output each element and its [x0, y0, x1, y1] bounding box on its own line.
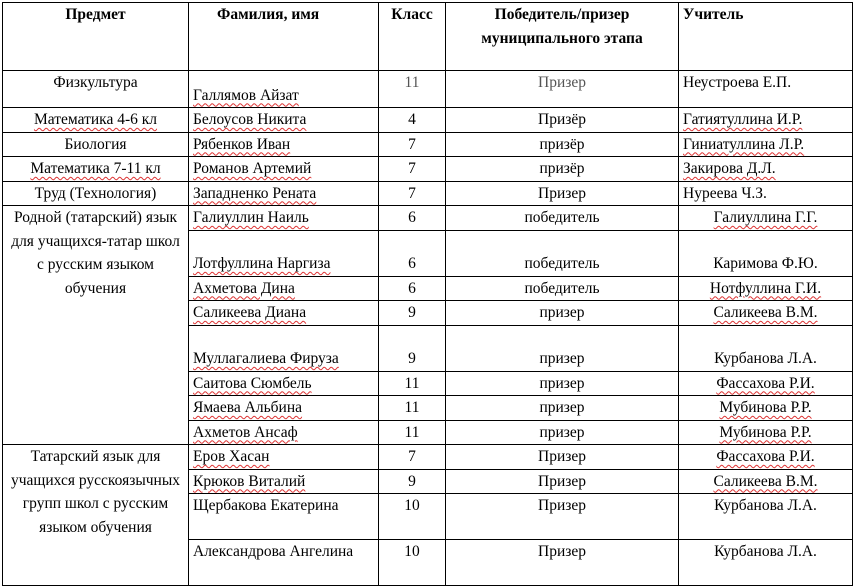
header-subject: Предмет [3, 3, 189, 71]
status-cell: призер [446, 396, 679, 421]
teacher-cell: Неустроева Е.П. [679, 71, 853, 108]
grade-cell: 6 [379, 230, 446, 276]
grade-cell: 6 [379, 206, 446, 231]
status-cell: Призер [446, 494, 679, 540]
grade-cell: 11 [379, 371, 446, 396]
status-cell: призёр [446, 157, 679, 182]
student-name: Ямаева Альбина [193, 399, 303, 416]
status-cell: призёр [446, 132, 679, 157]
status-cell: победитель [446, 276, 679, 301]
grade-cell: 7 [379, 157, 446, 182]
teacher-cell: Нотфуллина Г.И. [709, 279, 822, 297]
teacher-cell: Галиуллина Г.Г. [713, 209, 818, 226]
student-name: Щербакова Екатерина [193, 497, 339, 514]
student-name: Лотфуллина Наргиза [193, 255, 331, 272]
table-row [3, 157, 853, 182]
student-name: Ахметова Дина [193, 279, 295, 297]
status-cell: призер [446, 420, 679, 445]
table-row [3, 132, 853, 157]
grade-cell: 6 [379, 276, 446, 301]
teacher-cell: Мубинова Р.Р. [719, 399, 812, 416]
grade-cell: 9 [379, 325, 446, 371]
grade-cell: 10 [379, 494, 446, 540]
grade-cell: 11 [379, 396, 446, 421]
grade-cell: 10 [379, 540, 446, 586]
subject-cell: Физкультура [3, 71, 189, 108]
grade-cell: 4 [379, 108, 446, 133]
subject-cell: Математика 7-11 кл [30, 160, 161, 177]
grade-cell: 9 [379, 301, 446, 326]
header-teacher: Учитель [679, 3, 853, 71]
student-name: Муллагалиева Фируза [193, 350, 339, 367]
student-name: Саитова Сюмбель [193, 374, 312, 392]
grade-cell: 7 [379, 132, 446, 157]
teacher-cell: Гатиятуллина И.Р. [683, 111, 803, 128]
table-row [3, 108, 853, 133]
status-cell: призер [446, 371, 679, 396]
header-grade: Класс [379, 3, 446, 71]
status-cell: призер [446, 325, 679, 371]
results-table [2, 2, 853, 586]
student-name: Романов Артемий [193, 160, 312, 177]
student-name: Саликеева Диана [193, 304, 307, 321]
student-name: Галлямов Айзат [193, 86, 299, 104]
student-name: Ахметов Ансаф [193, 423, 298, 441]
status-cell: Призер [446, 71, 679, 108]
student-name: Белоусов Никита [193, 111, 307, 128]
status-cell: призер [446, 301, 679, 326]
teacher-cell: Курбанова Л.А. [679, 494, 853, 540]
student-name: Галиуллин Наиль [193, 209, 309, 226]
grade-cell: 9 [379, 469, 446, 494]
teacher-cell: Мубинова Р.Р. [719, 423, 812, 441]
grade-cell: 7 [379, 181, 446, 206]
teacher-cell: Фассахова Р.И. [716, 448, 815, 465]
teacher-cell: Закирова Д.Л. [683, 160, 776, 177]
status-cell: Призер [446, 445, 679, 470]
status-cell: победитель [446, 230, 679, 276]
teacher-cell: Саликеева В.М. [713, 304, 818, 321]
teacher-cell: Гиниатуллина Л.Р. [683, 135, 805, 153]
status-cell: Призёр [446, 108, 679, 133]
status-cell: Призер [446, 181, 679, 206]
student-name: Александрова Ангелина [193, 543, 354, 560]
table-row [3, 181, 853, 206]
student-name: Крюков Виталий [193, 472, 306, 490]
student-name: Западненко Рената [193, 184, 317, 202]
grade-cell: 7 [379, 445, 446, 470]
table-row [3, 445, 853, 470]
subject-cell: Татарский язык для учащихся русскоязычных групп школ с русским языком обучения [3, 445, 189, 586]
grade-cell: 11 [379, 420, 446, 445]
status-cell: победитель [446, 206, 679, 231]
teacher-cell: Фассахова Р.И. [716, 374, 815, 392]
header-row [3, 3, 853, 71]
grade-cell: 11 [379, 71, 446, 108]
student-name: Рябенков Иван [193, 135, 291, 153]
student-name: Еров Хасан [193, 448, 270, 465]
subject-cell: Математика 4-6 кл [33, 111, 158, 128]
status-cell: Призер [446, 469, 679, 494]
subject-cell: Родной (татарский) язык для учащихся-татар школ с русским языком обучения [3, 206, 189, 445]
status-cell: Призер [446, 540, 679, 586]
teacher-cell: Курбанова Л.А. [679, 325, 853, 371]
teacher-cell: Нуреева Ч.З. [679, 181, 853, 206]
header-status: Победитель/призер муниципального этапа [446, 3, 679, 71]
subject-cell: Биология [3, 132, 189, 157]
teacher-cell: Саликеева В.М. [713, 472, 818, 490]
table-row [3, 71, 853, 108]
header-name: Фамилия, имя [189, 3, 379, 71]
teacher-cell: Курбанова Л.А. [679, 540, 853, 586]
subject-cell: Труд (Технология) [3, 181, 189, 206]
teacher-cell: Каримова Ф.Ю. [679, 230, 853, 276]
table-row [3, 206, 853, 231]
